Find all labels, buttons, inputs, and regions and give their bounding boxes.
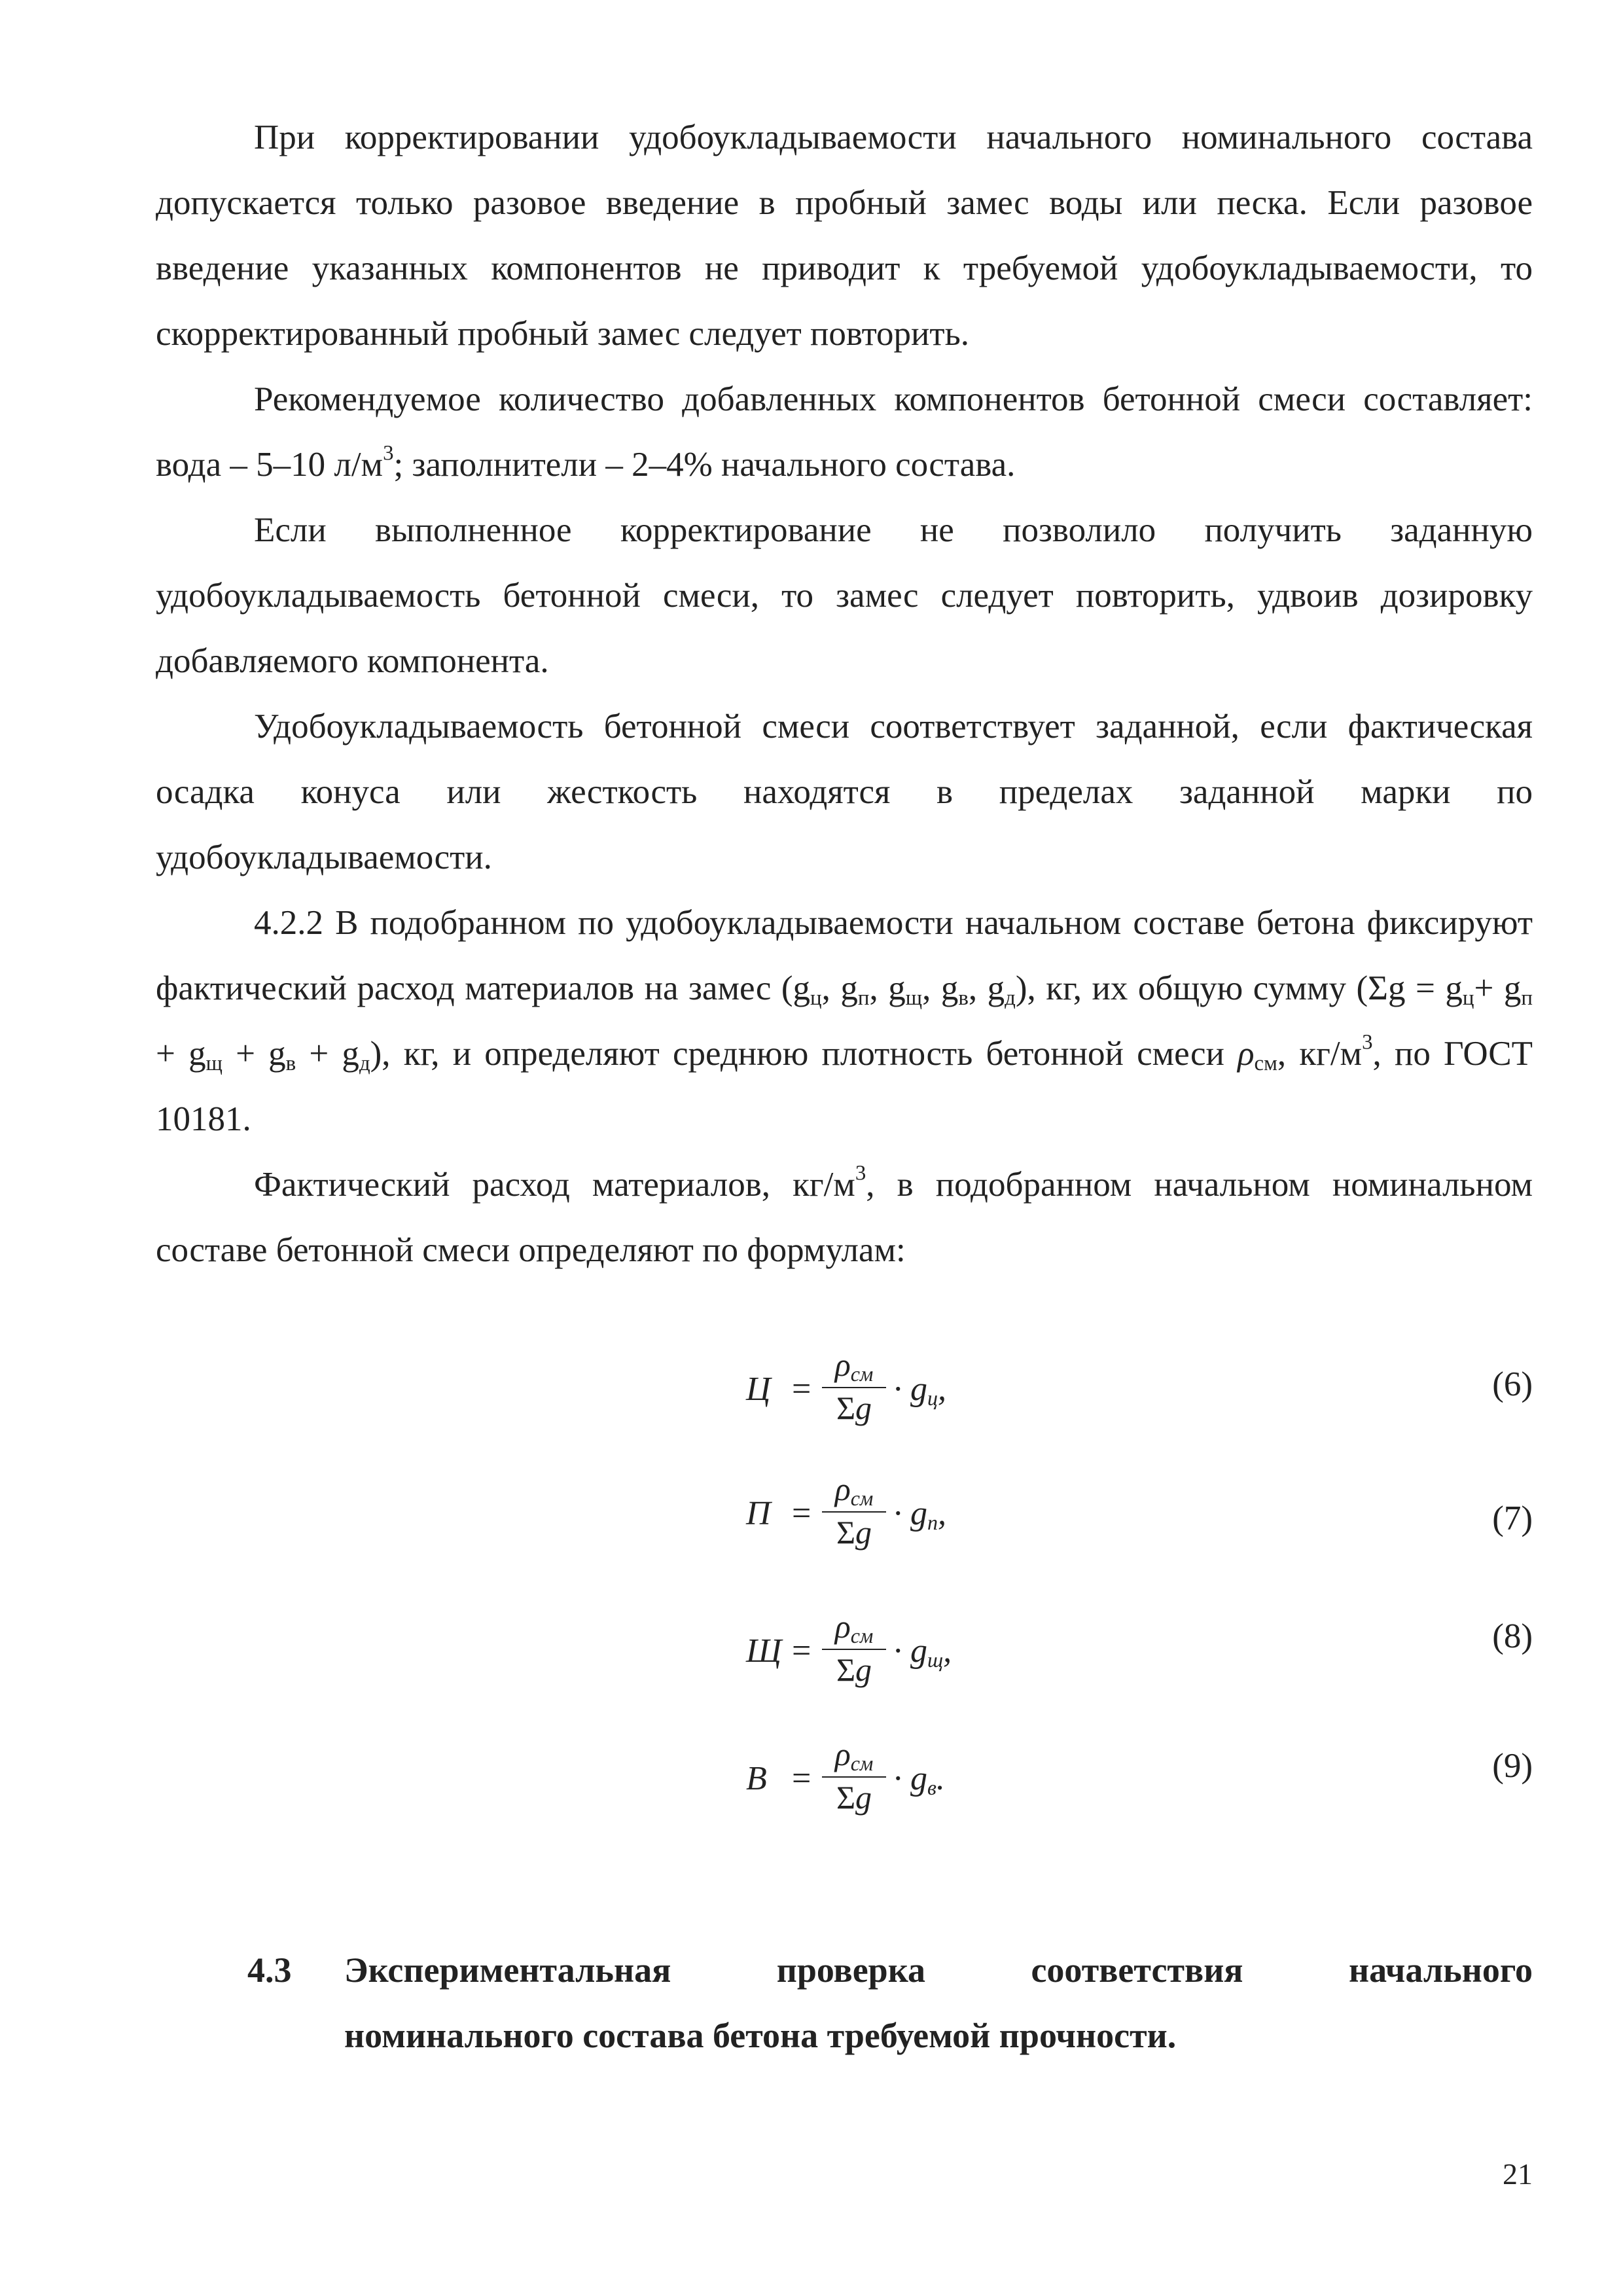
formula-number-9: (9) bbox=[1492, 1747, 1533, 1785]
formula-rhs: · $g_п$, bbox=[893, 1495, 946, 1534]
formula-fraction: $\rho_{см}$ Σg bbox=[818, 1469, 890, 1552]
formula-6 bbox=[733, 1345, 1191, 1443]
formula-lhs: П bbox=[746, 1495, 771, 1532]
paragraph-repeat-mix: Если выполненное корректирование не позволило получить заданную удобоукладываемость бетонной смеси, то замес следует повторить, удвоив дозировку добавляемого компонента. bbox=[156, 511, 1533, 680]
formula-rhs: · $g_в$. bbox=[893, 1760, 945, 1799]
formula-7 bbox=[733, 1469, 1191, 1568]
formula-equals: = bbox=[792, 1760, 812, 1797]
formula-equals: = bbox=[792, 1632, 812, 1670]
formula-equals: = bbox=[792, 1371, 812, 1408]
formula-number-6: (6) bbox=[1492, 1365, 1533, 1403]
formula-equals: = bbox=[792, 1495, 812, 1532]
paragraph-4-2-2: 4.2.2 В подобранном по удобоукладываемости начальном составе бетона фиксируют фактический расход материалов на замес ($g_ц$, $g_п$, $g_щ$, $g_в$, $g_д$), кг, их общую сумму $(\Sigma g = g_ц+ g_п + g_щ + g_в + g_д)$, кг, и определяют среднюю плотность бетонной смеси $\rho_{см}$, $кг/м^3$, по ГОСТ 10181. bbox=[156, 904, 1533, 1138]
formula-9 bbox=[733, 1734, 1191, 1833]
formula-number-7: (7) bbox=[1492, 1499, 1533, 1537]
page-number: 21 bbox=[1503, 2157, 1533, 2191]
formula-lhs: Щ bbox=[746, 1632, 782, 1670]
paragraph-correction: При корректировании удобоукладываемости начального номинального состава допускается только разовое введение в пробный замес воды или песка. Если разовое введение указанных компонентов не приводит к требуемой удобоукладываемости, то скорректированный пробный замес следует повторить. bbox=[156, 118, 1533, 353]
formula-fraction: $\rho_{см}$ Σg bbox=[818, 1345, 890, 1427]
formula-fraction: $\rho_{см}$ Σg bbox=[818, 1734, 890, 1817]
section-title-line-2: номинального состава бетона требуемой прочности. bbox=[344, 2016, 1177, 2055]
formula-8 bbox=[733, 1607, 1191, 1705]
paragraph-recommended-amount: Рекомендуемое количество добавленных компонентов бетонной смеси составляет: вода – 5–10 $л/м^3$; заполнители – 2–4% начального состава. bbox=[156, 380, 1533, 484]
section-title-line-1: Экспериментальная проверка соответствия начального bbox=[344, 1950, 1533, 1990]
formula-number-8: (8) bbox=[1492, 1617, 1533, 1655]
paragraph-workability-match: Удобоукладываемость бетонной смеси соответствует заданной, если фактическая осадка конуса или жесткость находятся в пределах заданной марки по удобоукладываемости. bbox=[156, 708, 1533, 876]
formula-rhs: · $g_ц$, bbox=[893, 1371, 946, 1410]
formula-fraction: $\rho_{см}$ Σg bbox=[818, 1607, 890, 1689]
formula-lhs: Ц bbox=[746, 1371, 771, 1408]
paragraph-actual-consumption: Фактический расход материалов, $кг/м^3$, в подобранном начальном номинальном составе бетонной смеси определяют по формулам: bbox=[156, 1161, 1533, 1269]
formula-rhs: · $g_щ$, bbox=[893, 1632, 952, 1672]
formula-lhs: В bbox=[746, 1760, 767, 1797]
section-number: 4.3 bbox=[247, 1950, 292, 1990]
